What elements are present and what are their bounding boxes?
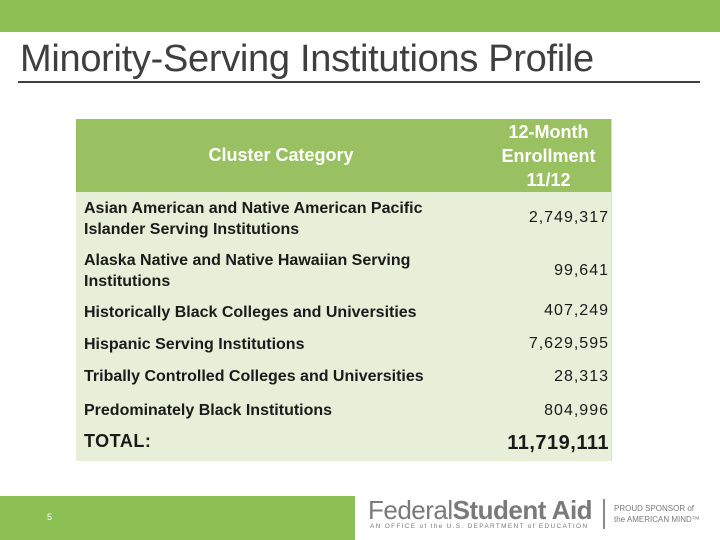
table-header — [76, 119, 611, 192]
footer-divider — [603, 499, 605, 529]
row-value: 28,313 — [554, 368, 609, 385]
row-category: Asian American and Native American Pacific Islander Serving Institutions — [84, 200, 423, 238]
row-value: 7,629,595 — [528, 335, 609, 352]
row-category: Tribally Controlled Colleges and Universities — [84, 368, 424, 385]
federal-student-aid-logo — [368, 495, 592, 525]
enrollment-table — [76, 119, 612, 461]
row-value: 99,641 — [554, 262, 609, 279]
row-value: 804,996 — [544, 402, 609, 419]
total-label: TOTAL: — [84, 431, 152, 451]
row-category: Predominately Black Institutions — [84, 402, 333, 419]
row-category: Hispanic Serving Institutions — [84, 336, 305, 353]
logo-subtitle: AN OFFICE of the U.S. DEPARTMENT of EDUCATION — [370, 523, 589, 530]
row-category: Historically Black Colleges and Universities — [84, 304, 417, 321]
row-value: 407,249 — [544, 302, 609, 319]
slide-number: 5 — [47, 512, 53, 522]
total-value: 11,719,111 — [507, 432, 609, 454]
header-enrollment-line: Enrollment — [501, 145, 596, 166]
title-underline — [18, 81, 700, 83]
row-category: Alaska Native and Native Hawaiian Serving Institutions — [84, 252, 411, 290]
logo-word-student-aid: Student Aid — [452, 495, 593, 525]
header-enrollment — [486, 119, 611, 192]
header-cluster-category: Cluster Category — [208, 145, 354, 165]
sponsor-tagline — [614, 503, 700, 525]
footer-green-band — [0, 496, 355, 540]
sponsor-line: PROUD SPONSOR of — [614, 504, 695, 513]
logo-word-federal: Federal — [368, 495, 453, 525]
header-enrollment-line: 12-Month — [508, 121, 589, 142]
sponsor-line: the AMERICAN MIND™ — [614, 515, 700, 524]
row-value: 2,749,317 — [528, 209, 609, 226]
top-green-band — [0, 0, 720, 32]
page-title: Minority-Serving Institutions Profile — [20, 38, 594, 80]
header-enrollment-line: 11/12 — [526, 169, 571, 190]
